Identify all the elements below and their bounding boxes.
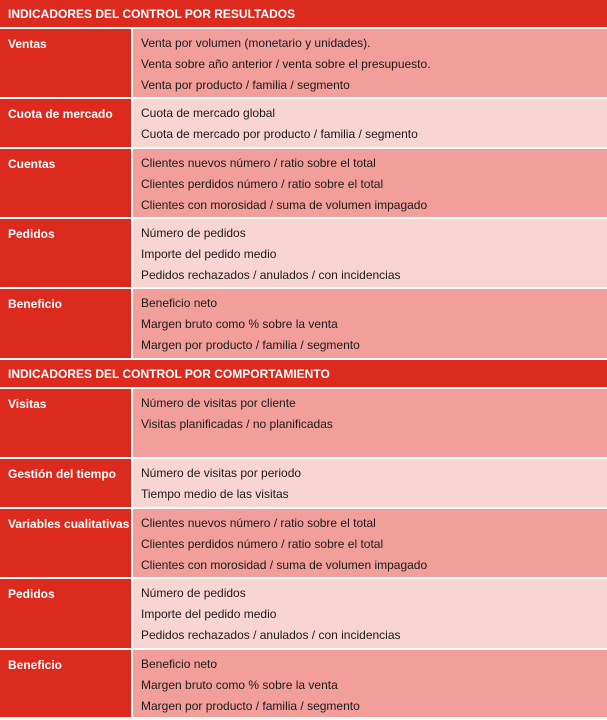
list-item: Venta sobre año anterior / venta sobre el presupuesto. <box>141 57 431 71</box>
list-item: Venta por producto / familia / segmento <box>141 78 350 92</box>
list-item: Cuota de mercado por producto / familia / segmento <box>141 127 418 141</box>
row-label: Ventas <box>0 29 133 97</box>
row-items <box>133 219 607 287</box>
row-items <box>133 389 607 457</box>
list-item: Venta por volumen (monetario y unidades). <box>141 36 371 50</box>
row-label: Pedidos <box>0 579 133 648</box>
list-item: Clientes nuevos número / ratio sobre el total <box>141 156 376 170</box>
table-row <box>0 29 607 99</box>
table-row <box>0 219 607 289</box>
row-label: Beneficio <box>0 289 133 358</box>
list-item: Número de visitas por periodo <box>141 466 302 480</box>
list-item: Margen bruto como % sobre la venta <box>141 678 338 692</box>
row-items <box>133 149 607 217</box>
list-item: Visitas planificadas / no planificadas <box>141 417 333 431</box>
list-item: Número de pedidos <box>141 586 246 600</box>
section-header-comportamiento: INDICADORES DEL CONTROL POR COMPORTAMIENTO <box>0 360 607 389</box>
row-label: Gestión del tiempo <box>0 459 133 507</box>
table-row <box>0 389 607 459</box>
list-item: Margen por producto / familia / segmento <box>141 338 360 352</box>
list-item: Margen por producto / familia / segmento <box>141 699 360 713</box>
row-items <box>133 99 607 147</box>
list-item: Clientes nuevos número / ratio sobre el total <box>141 516 376 530</box>
table-row <box>0 509 607 579</box>
row-items <box>133 579 607 648</box>
row-items <box>133 459 607 507</box>
table-row <box>0 99 607 149</box>
row-label: Cuentas <box>0 149 133 217</box>
row-label: Cuota de mercado <box>0 99 133 147</box>
list-item: Margen bruto como % sobre la venta <box>141 317 338 331</box>
row-items <box>133 289 607 358</box>
list-item: Clientes con morosidad / suma de volumen impagado <box>141 558 428 572</box>
row-items <box>133 650 607 717</box>
section-header-resultados: INDICADORES DEL CONTROL POR RESULTADOS <box>0 0 607 29</box>
list-item: Pedidos rechazados / anulados / con incidencias <box>141 268 401 282</box>
row-items <box>133 29 607 97</box>
list-item: Importe del pedido medio <box>141 247 277 261</box>
list-item: Importe del pedido medio <box>141 607 277 621</box>
list-item: Número de pedidos <box>141 226 246 240</box>
table-row <box>0 459 607 509</box>
table-row <box>0 579 607 650</box>
table-row <box>0 289 607 360</box>
list-item: Cuota de mercado global <box>141 106 276 120</box>
list-item: Pedidos rechazados / anulados / con incidencias <box>141 628 401 642</box>
list-item: Clientes con morosidad / suma de volumen impagado <box>141 198 428 212</box>
list-item: Beneficio neto <box>141 296 218 310</box>
table-row <box>0 149 607 219</box>
row-label: Variables cualitativas <box>0 509 133 577</box>
table-row <box>0 650 607 717</box>
list-item: Beneficio neto <box>141 657 218 671</box>
row-items <box>133 509 607 577</box>
list-item: Clientes perdidos número / ratio sobre el total <box>141 177 384 191</box>
row-label: Beneficio <box>0 650 133 717</box>
row-label: Pedidos <box>0 219 133 287</box>
row-label: Visitas <box>0 389 133 457</box>
list-item: Número de visitas por cliente <box>141 396 296 410</box>
list-item: Tiempo medio de las visitas <box>141 487 289 501</box>
list-item: Clientes perdidos número / ratio sobre el total <box>141 537 384 551</box>
